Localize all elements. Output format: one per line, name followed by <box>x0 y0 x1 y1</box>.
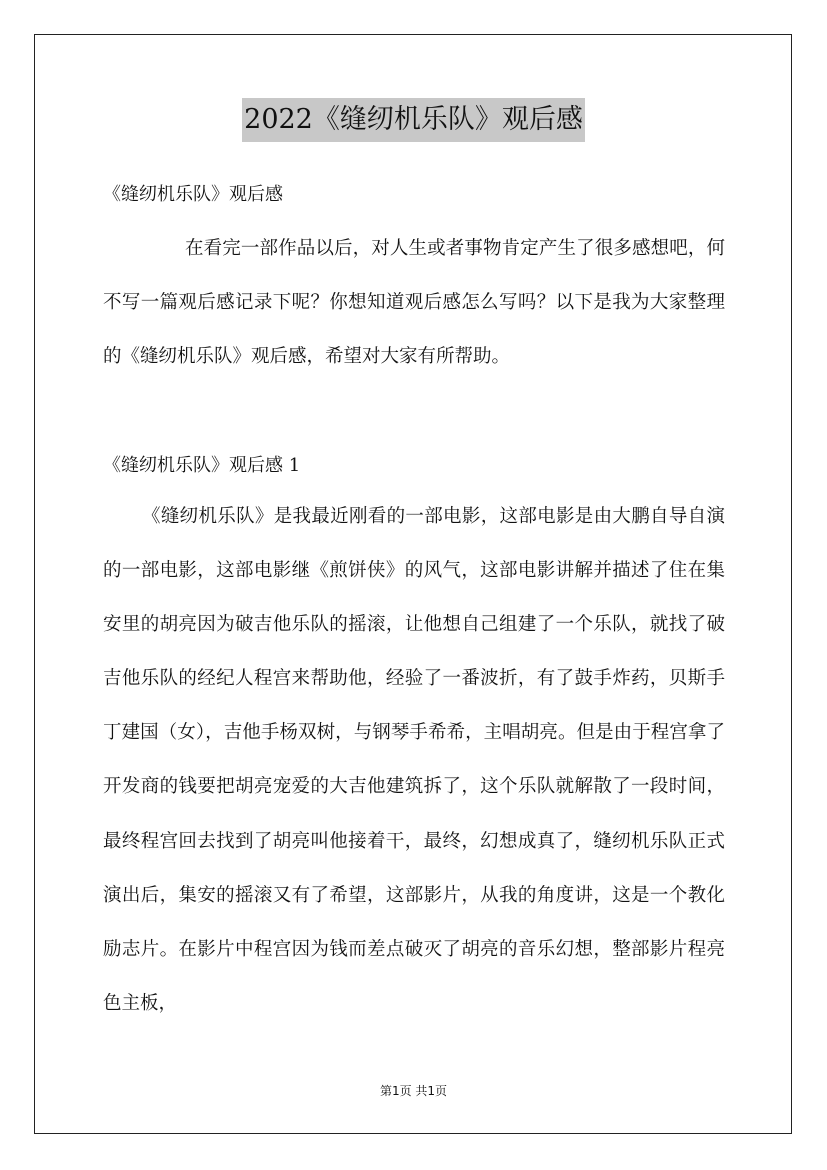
title-container <box>0 98 827 142</box>
page-footer: 第1页 共1页 <box>379 1084 448 1098</box>
intro-paragraph: 在看完一部作品以后，对人生或者事物肯定产生了很多感想吧，何不写一篇观后感记录下呢？你想知道观后感怎么写吗？以下是我为大家整理的《缝纫机乐队》观后感，希望对大家有所帮助。 <box>103 238 725 368</box>
section-body-paragraph: 《缝纫机乐队》是我最近刚看的一部电影，这部电影是由大鹏自导自演的一部电影，这部电影继《煎饼侠》的风气，这部电影讲解并描述了住在集安里的胡亮因为破吉他乐队的摇滚，让他想自己组建了一个乐队，就找了破吉他乐队的经纪人程宫来帮助他，经验了一番波折，有了鼓手炸药，贝斯手丁建国（女），吉他手杨双树，与钢琴手希希，主唱胡亮。但是由于程宫拿了开发商的钱要把胡亮宠爱的大吉他建筑拆了，这个乐队就解散了一段时间，最终程宫回去找到了胡亮叫他接着干，最终，幻想成真了，缝纫机乐队正式演出后，集安的摇滚又有了希望，这部影片，从我的角度讲，这是一个教化励志片。在影片中程宫因为钱而差点破灭了胡亮的音乐幻想，整部影片程亮色主板， <box>103 506 725 1014</box>
document-subtitle: 《缝纫机乐队》观后感 <box>103 184 283 205</box>
document-title: 2022《缝纫机乐队》观后感 <box>242 98 585 142</box>
section-heading: 《缝纫机乐队》观后感 1 <box>103 455 301 476</box>
